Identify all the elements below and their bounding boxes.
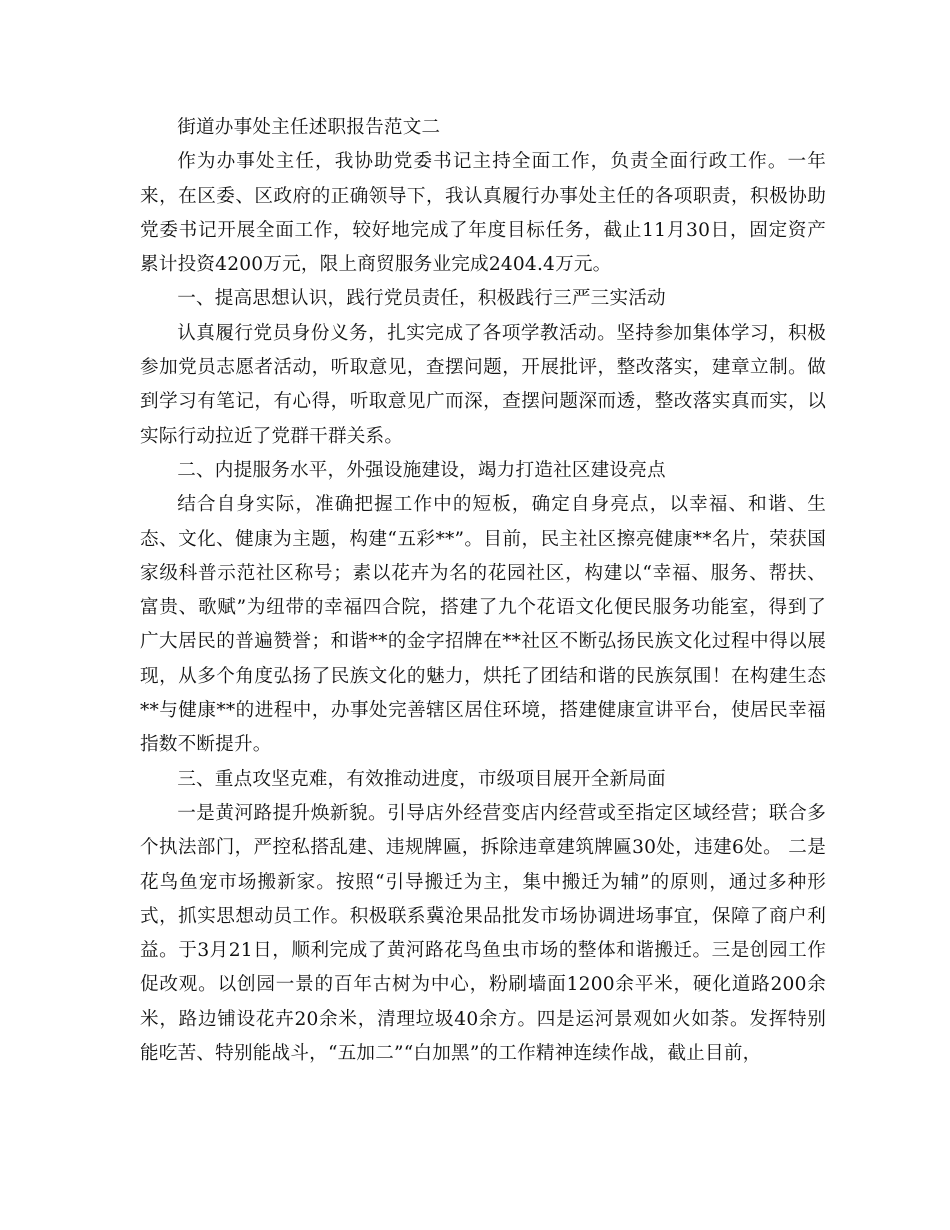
paragraph-section-2: 结合自身实际，准确把握工作中的短板，确定自身亮点，以幸福、和谐、生态、文化、健康为主题，构建“五彩**”。目前，民主社区擦亮健康**名片，荣获国家级科普示范社区称号；素以花卉为名的花园社区，构建以“幸福、服务、帮扶、富贵、歌赋”为纽带的幸福四合院，搭建了九个花语文化便民服务功能室，得到了广大居民的普遍赞誉；和谐**的金字招牌在**社区不断弘扬民族文化过程中得以展现，从多个角度弘扬了民族文化的魅力，烘托了团结和谐的民族氛围！在构建生态**与健康**的进程中，办事处完善辖区居住环境，搭建健康宣讲平台，使居民幸福指数不断提升。 — [140, 494, 826, 756]
paragraph-intro: 作为办事处主任，我协助党委书记主持全面工作，负责全面行政工作。一年来，在区委、区政府的正确领导下，我认真履行办事处主任的各项职责，积极协助党委书记开展全面工作，较好地完成了年度目标任务，截止11月30日，固定资产累计投资4200万元，限上商贸服务业完成2404.4万元。 — [140, 151, 826, 276]
section-heading-2: 二、内提服务水平，外强设施建设，竭力打造社区建设亮点 — [177, 459, 666, 481]
paragraph-section-3: 一是黄河路提升焕新貌。引导店外经营变店内经营或至指定区域经营；联合多个执法部门，严控私搭乱建、违规牌匾，拆除违章建筑牌匾30处，违建6处。 二是花鸟鱼宠市场搬新家。按照“引导搬迁为主，集中搬迁为辅”的原则，通过多种形式，抓实思想动员工作。积极联系冀沧果品批发市场协调进场事宜，保障了商户利益。于3月21日，顺利完成了黄河路花鸟鱼虫市场的整体和谐搬迁。三是创园工作促改观。以创园一景的百年古树为中心，粉刷墙面1200余平米，硬化道路200余米，路边铺设花卉20余米，清理垃圾40余方。四是运河景观如火如荼。发挥特别能吃苦、特别能战斗，“五加二”“白加黑”的工作精神连续作战，截止目前， — [140, 802, 826, 1065]
section-heading-3: 三、重点攻坚克难，有效推动进度，市级项目展开全新局面 — [177, 768, 666, 790]
paragraph-section-1: 认真履行党员身份义务，扎实完成了各项学教活动。坚持参加集体学习，积极参加党员志愿者活动，听取意见，查摆问题，开展批评，整改落实，建章立制。做到学习有笔记，有心得，听取意见广而深，查摆问题深而透，整改落实真而实，以实际行动拉近了党群干群关系。 — [140, 322, 826, 447]
document-title: 街道办事处主任述职报告范文二 — [177, 117, 441, 138]
document-body — [140, 111, 826, 1071]
section-heading-1: 一、提高思想认识，践行党员责任，积极践行三严三实活动 — [177, 288, 666, 310]
